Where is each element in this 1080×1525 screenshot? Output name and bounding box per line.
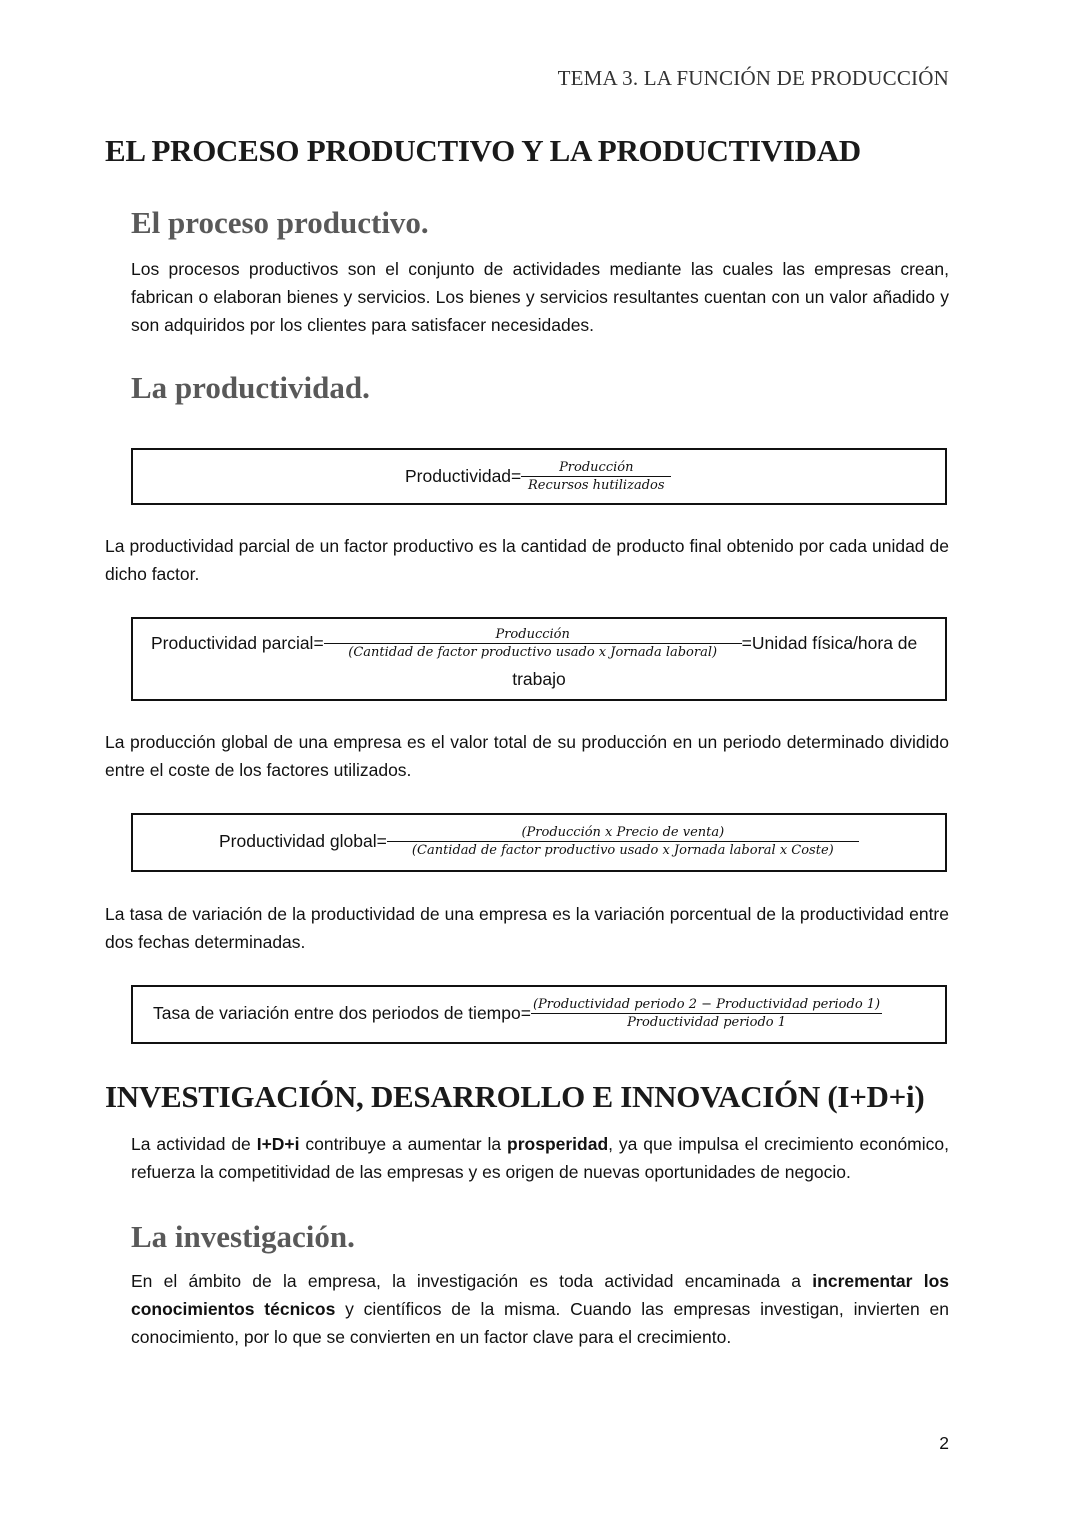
fraction-denominator: (Cantidad de factor productivo usado x Jornada laboral x Coste) [411,843,834,858]
fraction-denominator: Productividad periodo 1 [627,1015,787,1030]
formula-label: Productividad global= [219,831,387,851]
section-title-idi: INVESTIGACIÓN, DESARROLLO E INNOVACIÓN (I+D+i) [105,1079,925,1114]
fraction-numerator: (Producción x Precio de venta) [387,824,859,842]
paragraph-idi [131,1130,949,1186]
formula-box-productividad-global [131,813,947,872]
paragraph-tasa-variacion: La tasa de variación de la productividad de una empresa es la variación porcentual de la productividad entre dos fechas determinadas. [105,904,949,952]
bold-term-idi: I+D+i [256,1134,300,1154]
subtitle-productividad: La productividad. [131,370,370,405]
text-run: La actividad de [131,1134,257,1154]
fraction-numerator: Producción [521,459,671,477]
fraction-numerator: Producción [324,626,742,644]
fraction [324,626,742,661]
text-run: En el ámbito de la empresa, la investigación es toda actividad encaminada a [131,1271,813,1291]
formula-box-productividad [131,448,947,505]
subtitle-proceso-productivo: El proceso productivo. [131,205,429,240]
formula-box-tasa-variacion [131,985,947,1044]
paragraph-investigacion [131,1267,949,1351]
formula-label: Productividad parcial= [151,633,324,653]
running-header: TEMA 3. LA FUNCIÓN DE PRODUCCIÓN [557,66,949,90]
formula-box-productividad-parcial [131,617,947,701]
bold-term-conocimientos: incrementar los conocimientos técnicos [131,1271,949,1319]
subtitle-investigacion: La investigación. [131,1219,355,1254]
paragraph-proceso: Los procesos productivos son el conjunto de actividades mediante las cuales las empresas crean, fabrican o elaboran bienes y servicios. Los bienes y servicios resultantes cuentan con un valor añadido y son adquiridos por los clientes para satisfacer necesidades. [131,259,949,335]
paragraph-produccion-global: La producción global de una empresa es el valor total de su producción en un periodo determinado dividido entre el coste de los factores utilizados. [105,732,949,780]
bold-term-prosperidad: prosperidad [507,1134,609,1154]
fraction-denominator: (Cantidad de factor productivo usado x Jornada laboral) [348,645,718,660]
formula-suffix: =Unidad física/hora de [741,633,918,653]
formula-label: Tasa de variación entre dos periodos de tiempo= [153,1003,531,1023]
formula-suffix-continued: trabajo [512,669,566,689]
paragraph-productividad-parcial: La productividad parcial de un factor productivo es la cantidad de producto final obtenido por cada unidad de dicho factor. [105,536,949,584]
fraction-denominator: Recursos hutilizados [528,478,665,493]
fraction [387,824,859,859]
text-run: , ya que impulsa el crecimiento económico, refuerza la competitividad de las empresas y es origen de nuevas oportunidades de negocio. [131,1134,949,1182]
fraction [531,996,882,1031]
text-run: contribuye a aumentar la [299,1134,508,1154]
text-run: y científicos de la misma. Cuando las empresas investigan, invierten en conocimiento, por lo que se convierten en un factor clave para el crecimiento. [131,1299,949,1347]
fraction-numerator: (Productividad periodo 2 − Productividad periodo 1) [532,997,881,1012]
section-title-proceso: EL PROCESO PRODUCTIVO Y LA PRODUCTIVIDAD [105,133,861,168]
formula-label: Productividad= [405,466,522,486]
page-number: 2 [939,1433,949,1453]
fraction [521,459,671,494]
